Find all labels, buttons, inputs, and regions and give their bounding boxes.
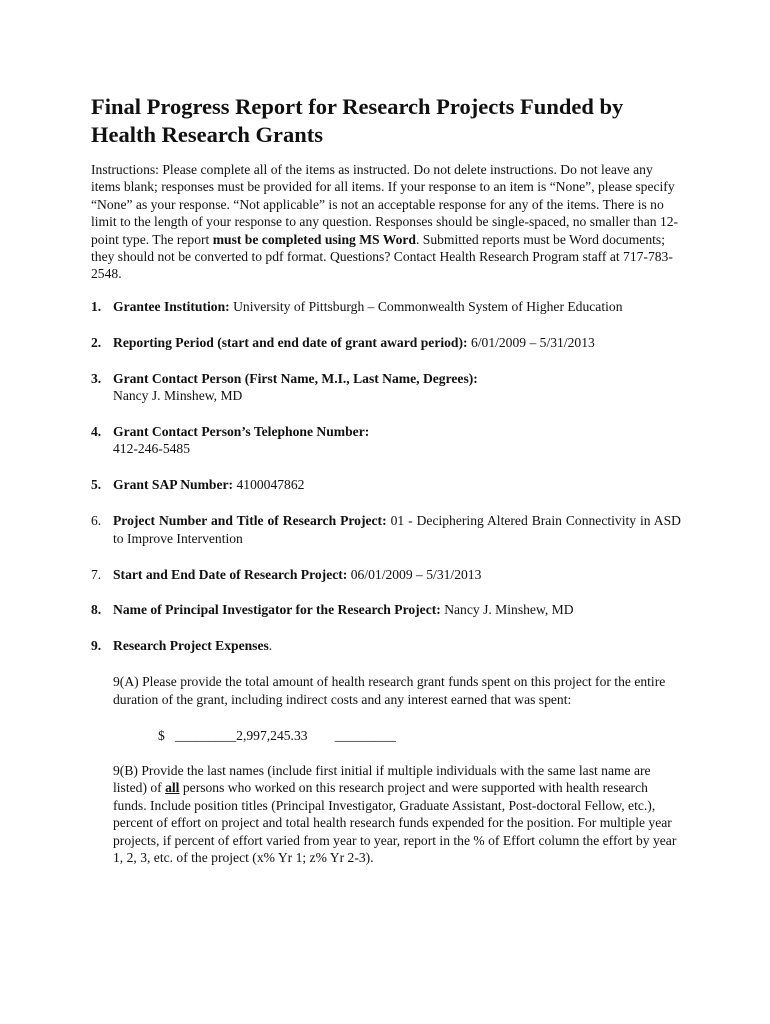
item-project-expenses (91, 637, 681, 654)
item-project-dates (91, 566, 681, 583)
instructions-emphasis: must be completed using MS Word (212, 231, 416, 247)
item-number: 4. (91, 423, 102, 439)
page-title: Final Progress Report for Research Projects Funded by Health Research Grants (91, 94, 624, 147)
item-label: Name of Principal Investigator for the Research Project: (113, 602, 441, 618)
report-body (91, 93, 681, 866)
item-number: 6. (91, 513, 102, 529)
item-number: 3. (91, 370, 102, 386)
total-amount: $ _________2,997,245.33 _________ (158, 728, 396, 744)
item-value: Nancy J. Minshew, MD (440, 602, 574, 618)
section-9b-text-2: persons who worked on this research project and were supported with health research funds. Include position titles (Principal Investigator, Graduate Assistant, Post-doctoral Fellow, etc.), percent of effort on project and total health research funds expended for the position. For multiple year projects, if percent of effort varied from year to year, report in the % of Effort column the effort by year 1, 2, 3, etc. of the project (x% Yr 1; z% Yr 2-3). (113, 780, 677, 866)
item-number: 1. (91, 298, 102, 314)
item-contact-person (91, 370, 681, 405)
section-9b-emphasis: all (165, 780, 180, 796)
item-value: . (268, 638, 273, 654)
item-principal-investigator (91, 601, 681, 618)
item-label: Grantee Institution: (113, 298, 230, 314)
item-number: 9. (91, 638, 102, 654)
item-label: Research Project Expenses (113, 638, 269, 654)
item-label: Grant SAP Number: (113, 477, 234, 493)
item-sap-number (91, 476, 681, 493)
item-number: 8. (91, 602, 102, 618)
item-label: Grant Contact Person (First Name, M.I., Last Name, Degrees): (113, 370, 478, 386)
item-number: 7. (91, 566, 102, 582)
instructions-text-1: Instructions: Please complete all of the items as instructed. Do not delete instructions. Do not leave any items blank; responses must be provided for all items. If your response to an item is “None”, please specify “None” as your response. “Not applicable” is not an acceptable response for any of the items. There is no limit to the length of your response to any question. Responses should be single-spaced, no smaller than 12-point type. The report (91, 162, 679, 247)
item-value: 412-246-5485 (113, 441, 191, 457)
item-value: 4100047862 (233, 477, 305, 493)
item-label: Reporting Period (start and end date of grant award period): (113, 334, 468, 350)
item-reporting-period (91, 334, 681, 351)
item-label: Start and End Date of Research Project: (113, 566, 348, 582)
item-value: 6/01/2009 – 5/31/2013 (467, 334, 595, 350)
instructions-text-2: . Submitted reports must be Word documents; they should not be converted to pdf format. Questions? Contact Health Research Program staff at 717-783-2548. (91, 231, 673, 282)
item-project-title (91, 512, 681, 547)
section-9a-text: 9(A) Please provide the total amount of health research grant funds spent on this project for the entire duration of the grant, including indirect costs and any interest earned that was spent: (113, 674, 666, 707)
item-grantee-institution (91, 298, 681, 315)
item-contact-phone (91, 423, 681, 458)
item-value: University of Pittsburgh – Commonwealth System of Higher Education (229, 298, 623, 314)
instructions (91, 161, 681, 283)
item-value: 06/01/2009 – 5/31/2013 (347, 566, 482, 582)
section-9b-text-1: 9(B) Provide the last names (include first initial if multiple individuals with the same last name are listed) of (113, 763, 651, 796)
item-number: 2. (91, 334, 102, 350)
item-value: Nancy J. Minshew, MD (113, 388, 243, 404)
item-label: Grant Contact Person’s Telephone Number: (113, 423, 370, 439)
item-value: 01 - Deciphering Altered Brain Connectivity in ASD to Improve Intervention (113, 513, 681, 546)
section-9b-text (113, 762, 681, 866)
item-label: Project Number and Title of Research Project: (113, 513, 387, 529)
item-number: 5. (91, 477, 102, 493)
